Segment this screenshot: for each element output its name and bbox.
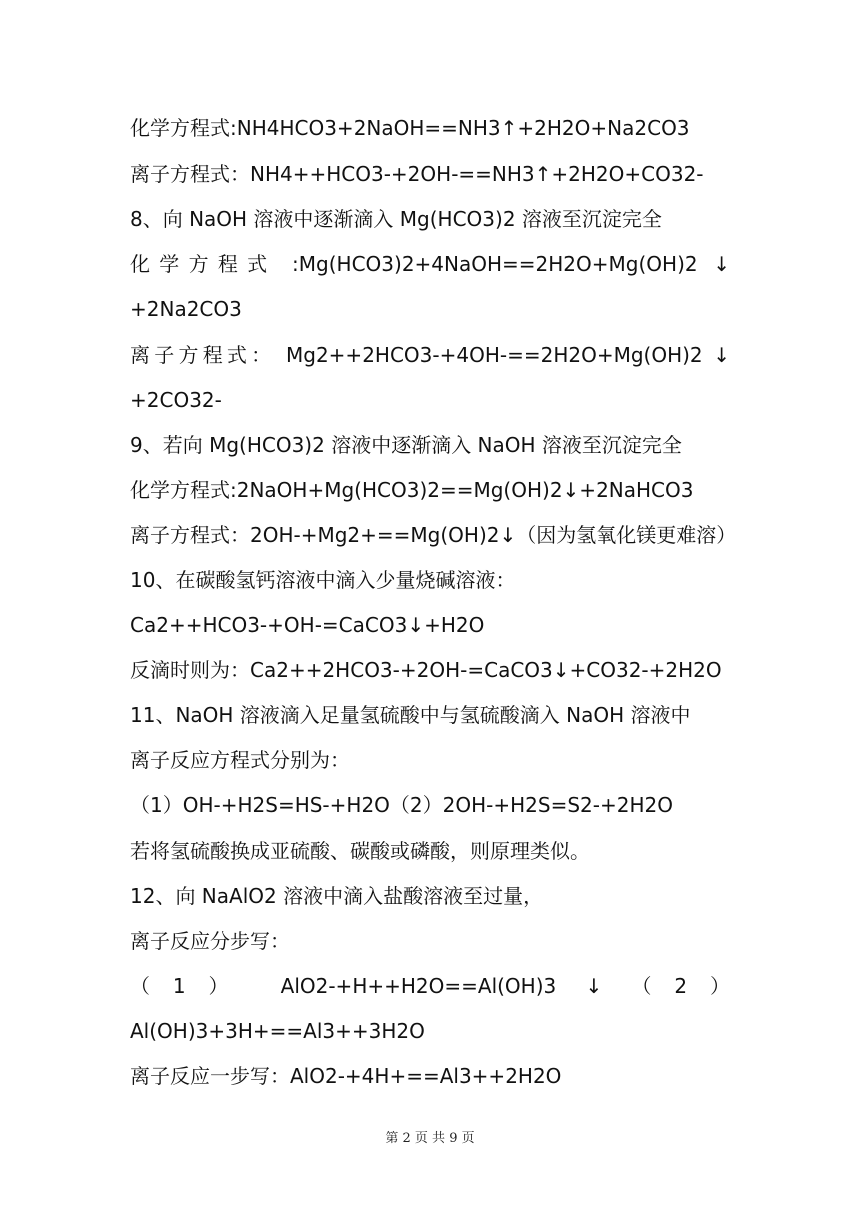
text-line: 离子方程式：2OH-+Mg2+==Mg(OH)2↓（因为氢氧化镁更难溶） [130, 523, 737, 547]
text-line: 离子反应方程式分别为： [130, 748, 350, 772]
text-line: 化学方程式:2NaOH+Mg(HCO3)2==Mg(OH)2↓+2NaHCO3 [130, 478, 694, 502]
text-line: 离子方程式： Mg2++2HCO3-+4OH-==2H2O+Mg(OH)2 ↓ [130, 343, 730, 367]
text-line: 9、若向 Mg(HCO3)2 溶液中逐渐滴入 NaOH 溶液至沉淀完全 [130, 433, 682, 457]
text-line: 离子方程式：NH4++HCO3-+2OH-==NH3↑+2H2O+CO32- [130, 162, 704, 186]
text-line: 11、NaOH 溶液滴入足量氢硫酸中与氢硫酸滴入 NaOH 溶液中 [130, 703, 691, 727]
text-line: 离子反应一步写：AlO2-+4H+==Al3++2H2O [130, 1064, 562, 1088]
text-line: Ca2++HCO3-+OH-=CaCO3↓+H2O [130, 613, 485, 637]
text-line: 化学方程式 :Mg(HCO3)2+4NaOH==2H2O+Mg(OH)2 ↓ [130, 252, 730, 276]
text-line: 若将氢硫酸换成亚硫酸、碳酸或磷酸，则原理类似。 [130, 839, 590, 863]
text-line: +2Na2CO3 [130, 297, 242, 321]
text-line: 反滴时则为：Ca2++2HCO3-+2OH-=CaCO3↓+CO32-+2H2O [130, 658, 722, 682]
text-line: 离子反应分步写： [130, 929, 290, 953]
text-line: Al(OH)3+3H+==Al3++3H2O [130, 1019, 425, 1043]
text-line: 12、向 NaAlO2 溶液中滴入盐酸溶液至过量， [130, 884, 544, 908]
page-number-footer: 第 2 页 共 9 页 [385, 1131, 475, 1146]
text-line: （1） AlO2-+H++H2O==Al(OH)3 ↓ （2） [130, 974, 730, 998]
text-line: 8、向 NaOH 溶液中逐渐滴入 Mg(HCO3)2 溶液至沉淀完全 [130, 207, 662, 231]
text-line: （1）OH-+H2S=HS-+H2O（2）2OH-+H2S=S2-+2H2O [130, 793, 673, 817]
text-line: +2CO32- [130, 388, 222, 412]
text-line: 10、在碳酸氢钙溶液中滴入少量烧碱溶液： [130, 568, 516, 592]
text-line: 化学方程式:NH4HCO3+2NaOH==NH3↑+2H2O+Na2CO3 [130, 116, 690, 140]
